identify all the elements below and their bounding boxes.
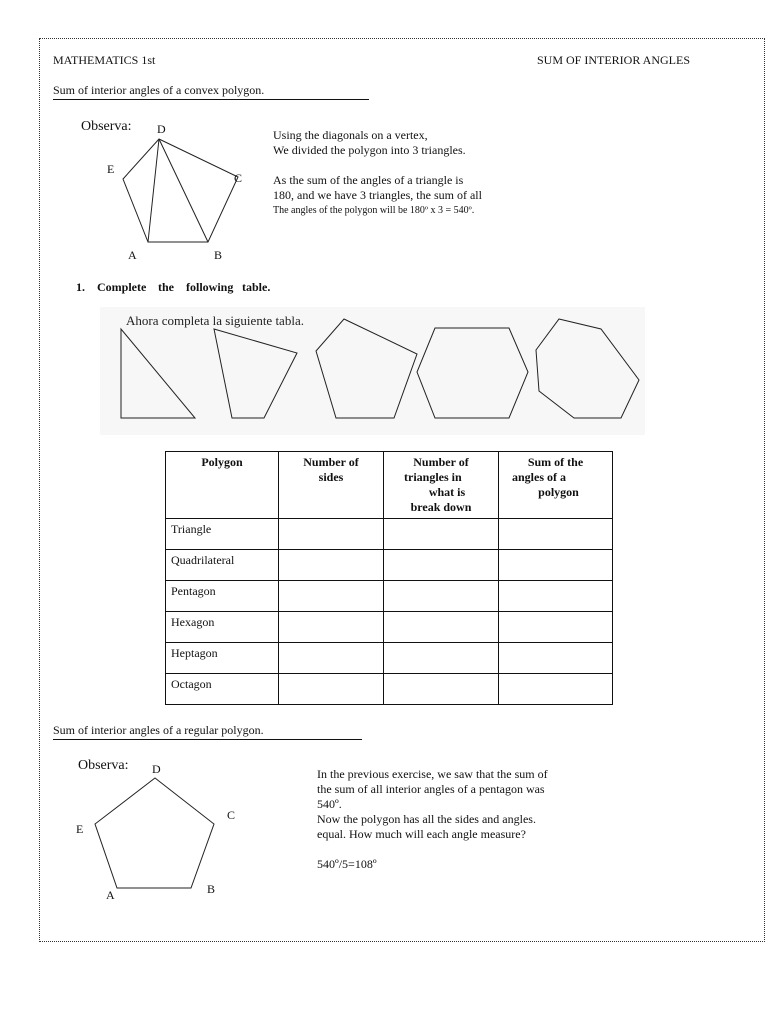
vertex-label-d: D xyxy=(152,762,161,776)
header-text: Number of xyxy=(413,455,469,469)
answer-cell[interactable] xyxy=(499,612,613,643)
answer-cell[interactable] xyxy=(384,519,499,550)
exercise1-number: 1. xyxy=(76,280,85,294)
regular-text-line-3: 540º. xyxy=(317,797,342,811)
regular-text-line-1: In the previous exercise, we saw that the sum of xyxy=(317,767,548,781)
explanation-line-2: We divided the polygon into 3 triangles. xyxy=(273,143,466,157)
row-label-quadrilateral: Quadrilateral xyxy=(166,550,279,581)
table-row xyxy=(166,612,613,643)
vertex-label-a: A xyxy=(106,888,115,902)
table-header-row xyxy=(166,452,613,519)
header-text: sides xyxy=(318,470,344,484)
header-text: what is xyxy=(428,485,466,499)
header-text: break down xyxy=(410,500,472,514)
header-sum-of-angles xyxy=(499,452,613,519)
header-topic: SUM OF INTERIOR ANGLES xyxy=(537,53,691,67)
exercise1-word-4: table. xyxy=(242,280,271,294)
regular-pentagon-diagram xyxy=(70,754,250,914)
hexagon-shape xyxy=(417,328,528,418)
row-label-heptagon: Heptagon xyxy=(166,643,279,674)
answer-cell[interactable] xyxy=(499,581,613,612)
polygons-row xyxy=(100,307,645,435)
shapes-caption: Ahora completa la siguiente tabla. xyxy=(126,313,304,328)
regular-text-line-2: the sum of all interior angles of a pentagon was xyxy=(317,782,545,796)
exercise1-heading xyxy=(76,280,276,295)
vertex-label-b: B xyxy=(214,248,223,262)
section1-title: Sum of interior angles of a convex polygon. xyxy=(53,83,369,100)
exercise1-word-1: Complete xyxy=(97,280,147,294)
header-text: Number of xyxy=(303,455,359,469)
answer-cell[interactable] xyxy=(384,674,499,705)
explanation-line-4: 180, and we have 3 triangles, the sum of all xyxy=(273,188,482,202)
exercise1-word-2: the xyxy=(158,280,174,294)
vertex-label-e: E xyxy=(76,822,84,836)
answer-cell[interactable] xyxy=(499,643,613,674)
vertex-label-b: B xyxy=(207,882,216,896)
table-row xyxy=(166,643,613,674)
answer-cell[interactable] xyxy=(279,612,384,643)
row-label-pentagon: Pentagon xyxy=(166,581,279,612)
table-row xyxy=(166,519,613,550)
header-text: polygon xyxy=(538,485,579,499)
header-polygon xyxy=(166,452,279,519)
figure2-caption: Observa: xyxy=(78,758,129,773)
regular-pentagon-figure xyxy=(70,754,250,914)
explanation-line-5: The angles of the polygon will be 180º x 3 = 540º. xyxy=(273,205,475,216)
header-text: triangles in xyxy=(404,470,462,484)
heptagon-shape xyxy=(536,319,639,418)
explanation-line-1: Using the diagonals on a vertex, xyxy=(273,128,428,142)
pentagon-shape xyxy=(316,319,417,418)
exercise1-word-3: following xyxy=(186,280,234,294)
answer-cell[interactable] xyxy=(279,643,384,674)
figure1-caption: Observa: xyxy=(81,119,132,134)
table-row xyxy=(166,674,613,705)
answer-cell[interactable] xyxy=(384,612,499,643)
answer-cell[interactable] xyxy=(384,581,499,612)
regular-text-line-5: equal. How much will each angle measure? xyxy=(317,827,526,841)
answer-cell[interactable] xyxy=(384,550,499,581)
triangle-shape xyxy=(121,329,195,418)
answer-cell[interactable] xyxy=(384,643,499,674)
answer-cell[interactable] xyxy=(279,581,384,612)
header-text: Sum of the xyxy=(527,455,584,469)
explanation-line-3: As the sum of the angles of a triangle is xyxy=(273,173,464,187)
vertex-label-a: A xyxy=(128,248,137,262)
vertex-label-c: C xyxy=(227,808,236,822)
header-text: Polygon xyxy=(201,455,243,469)
header-number-of-sides xyxy=(279,452,384,519)
answer-cell[interactable] xyxy=(279,550,384,581)
polygon-angles-table xyxy=(165,451,613,705)
answer-cell[interactable] xyxy=(499,550,613,581)
row-label-octagon: Octagon xyxy=(166,674,279,705)
row-label-hexagon: Hexagon xyxy=(166,612,279,643)
vertex-label-c: C xyxy=(234,171,243,185)
answer-text: 540º/5=108º xyxy=(317,857,377,871)
header-subject: MATHEMATICS 1st xyxy=(53,53,156,67)
convex-pentagon-figure xyxy=(76,115,256,270)
table-row xyxy=(166,581,613,612)
answer-cell[interactable] xyxy=(499,674,613,705)
vertex-label-d: D xyxy=(157,122,166,136)
regular-text-line-4: Now the polygon has all the sides and angles. xyxy=(317,812,536,826)
header-number-of-triangles xyxy=(384,452,499,519)
section2-title: Sum of interior angles of a regular polygon. xyxy=(53,723,362,740)
answer-cell[interactable] xyxy=(279,674,384,705)
header-text: angles of a xyxy=(512,470,566,484)
polygons-illustration xyxy=(100,307,645,435)
row-label-triangle: Triangle xyxy=(166,519,279,550)
answer-cell[interactable] xyxy=(499,519,613,550)
quadrilateral-shape xyxy=(214,329,297,418)
table-row xyxy=(166,550,613,581)
vertex-label-e: E xyxy=(107,162,115,176)
pentagon-diagonals-diagram xyxy=(76,115,256,270)
answer-cell[interactable] xyxy=(279,519,384,550)
